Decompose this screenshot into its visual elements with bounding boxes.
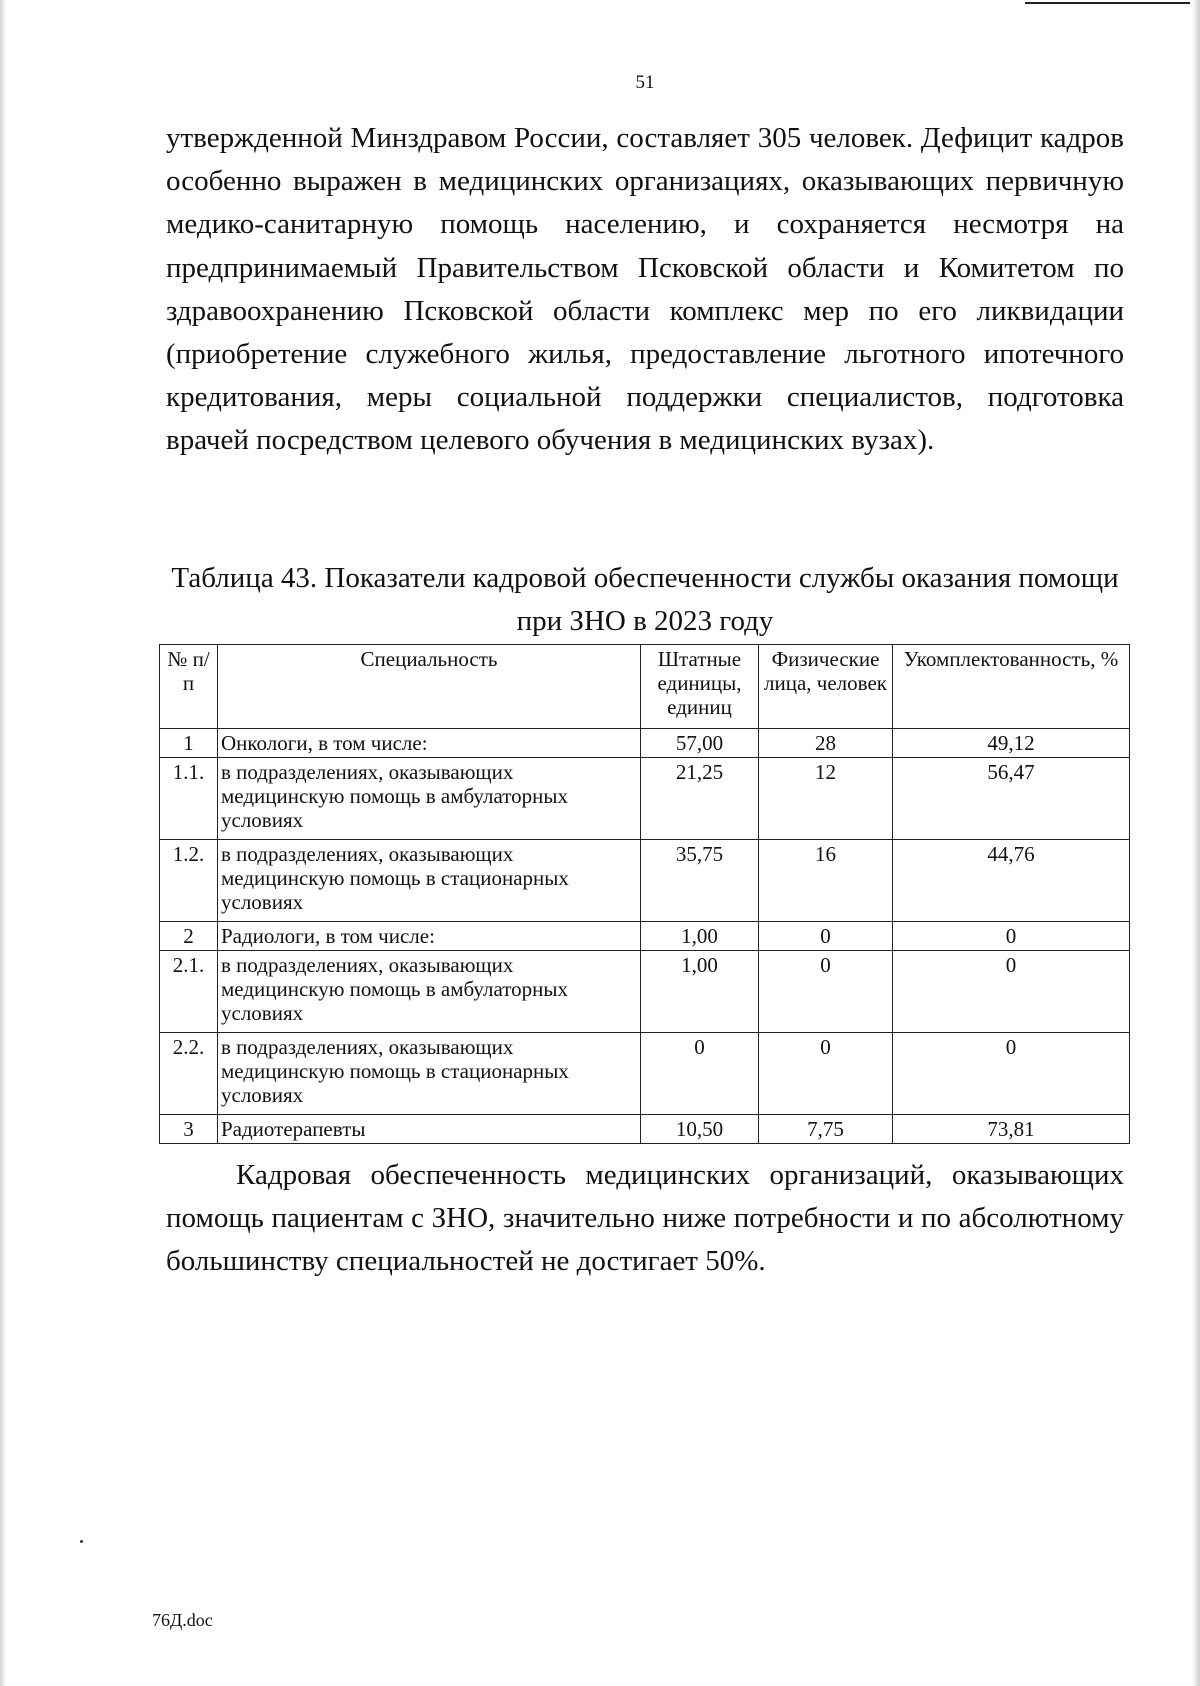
cell-staffing: 0 bbox=[893, 922, 1130, 951]
cell-positions: 57,00 bbox=[641, 729, 759, 758]
cell-specialty: Онкологи, в том числе: bbox=[218, 729, 641, 758]
cell-staffing: 0 bbox=[893, 951, 1130, 1033]
cell-specialty: в подразделениях, оказывающих медицинскую помощь в амбулаторных условиях bbox=[218, 951, 641, 1033]
scan-edge-right bbox=[1192, 0, 1200, 1686]
body-paragraph-1: утвержденной Минздравом России, составляет 305 человек. Дефицит кадров особенно выражен в медицинских организациях, оказывающих первичную медико-санитарную помощь населению, и сохраняется несмотря на предпринимаемый Правительством Псковской области и Комитетом по здравоохранению Псковской области комплекс мер по его ликвидации (приобретение служебного жилья, предоставление льготного ипотечного кредитования, меры социальной поддержки специалистов, подготовка врачей посредством целевого обучения в медицинских вузах). bbox=[166, 122, 1124, 457]
cell-positions: 21,25 bbox=[641, 758, 759, 840]
cell-num: 1 bbox=[160, 729, 218, 758]
cell-persons: 12 bbox=[759, 758, 893, 840]
scan-dot bbox=[80, 1540, 83, 1543]
cell-num: 2.1. bbox=[160, 951, 218, 1033]
scan-line-top bbox=[1025, 2, 1190, 4]
cell-num: 2 bbox=[160, 922, 218, 951]
cell-num: 1.2. bbox=[160, 840, 218, 922]
footer-filename: 76Д.doc bbox=[152, 1610, 213, 1630]
page-number: 51 bbox=[635, 72, 655, 93]
cell-staffing: 56,47 bbox=[893, 758, 1130, 840]
cell-positions: 35,75 bbox=[641, 840, 759, 922]
table-row bbox=[160, 840, 1130, 922]
cell-num: 2.2. bbox=[160, 1033, 218, 1115]
cell-specialty: в подразделениях, оказывающих медицинскую помощь в стационарных условиях bbox=[218, 840, 641, 922]
table-header-row bbox=[160, 645, 1130, 729]
header-persons: Физические лица, человек bbox=[759, 645, 893, 729]
cell-num: 3 bbox=[160, 1115, 218, 1144]
table-caption: Таблица 43. Показатели кадровой обеспеченности службы оказания помощи при ЗНО в 2023 году bbox=[171, 562, 1119, 637]
cell-staffing: 0 bbox=[893, 1033, 1130, 1115]
cell-positions: 1,00 bbox=[641, 951, 759, 1033]
cell-positions: 0 bbox=[641, 1033, 759, 1115]
cell-persons: 16 bbox=[759, 840, 893, 922]
cell-specialty: в подразделениях, оказывающих медицинскую помощь в амбулаторных условиях bbox=[218, 758, 641, 840]
cell-persons: 0 bbox=[759, 951, 893, 1033]
cell-num: 1.1. bbox=[160, 758, 218, 840]
body-paragraph-2: Кадровая обеспеченность медицинских организаций, оказывающих помощь пациентам с ЗНО, значительно ниже потребности и по абсолютному большинству специальностей не достигает 50%. bbox=[166, 1159, 1124, 1278]
header-num: № п/п bbox=[160, 645, 218, 729]
table-row bbox=[160, 951, 1130, 1033]
cell-staffing: 73,81 bbox=[893, 1115, 1130, 1144]
table-row bbox=[160, 729, 1130, 758]
table-row bbox=[160, 1115, 1130, 1144]
staffing-table bbox=[159, 644, 1130, 1144]
cell-persons: 0 bbox=[759, 1033, 893, 1115]
cell-staffing: 49,12 bbox=[893, 729, 1130, 758]
header-staffing: Укомплектованность, % bbox=[893, 645, 1130, 729]
table-row bbox=[160, 758, 1130, 840]
cell-staffing: 44,76 bbox=[893, 840, 1130, 922]
table-row bbox=[160, 922, 1130, 951]
cell-persons: 0 bbox=[759, 922, 893, 951]
cell-specialty: Радиотерапевты bbox=[218, 1115, 641, 1144]
scan-edge-left bbox=[0, 0, 6, 1686]
table-row bbox=[160, 1033, 1130, 1115]
cell-positions: 10,50 bbox=[641, 1115, 759, 1144]
header-specialty: Специальность bbox=[218, 645, 641, 729]
header-positions: Штатные единицы, единиц bbox=[641, 645, 759, 729]
cell-persons: 28 bbox=[759, 729, 893, 758]
cell-persons: 7,75 bbox=[759, 1115, 893, 1144]
cell-specialty: в подразделениях, оказывающих медицинскую помощь в стационарных условиях bbox=[218, 1033, 641, 1115]
cell-specialty: Радиологи, в том числе: bbox=[218, 922, 641, 951]
cell-positions: 1,00 bbox=[641, 922, 759, 951]
